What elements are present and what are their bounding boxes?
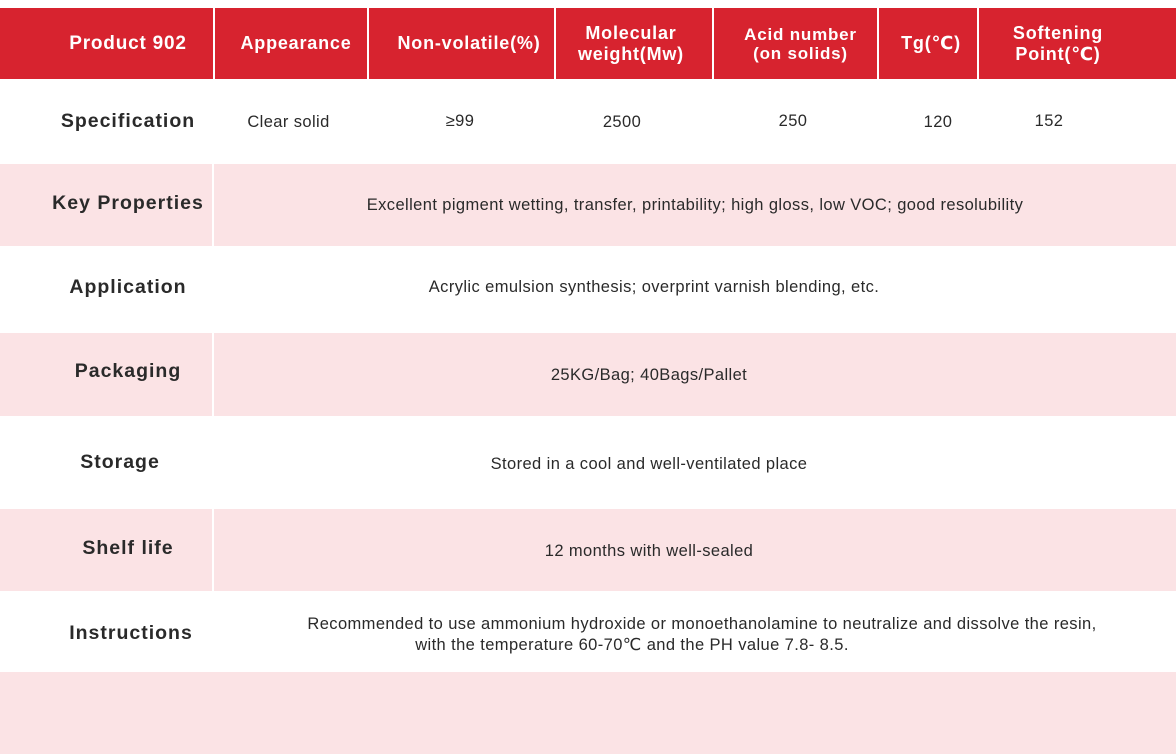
spec-appearance-value: Clear solid [247,113,330,131]
storage-label: Storage [80,451,160,473]
storage-text: Stored in a cool and well-ventilated place [490,455,808,473]
spec-non-volatile-value: ≥99 [445,112,475,130]
packaging-row [0,333,1176,416]
header-molecular-line2: weight(Mw) [578,43,684,64]
header-acid-line1: Acid number [744,24,857,44]
header-cell-acid-number [714,8,877,79]
instructions-text-line2: with the temperature 60-70℃ and the PH value 7.8- 8.5. [415,636,849,654]
spec-molecular-weight-value: 2500 [602,113,642,131]
shelf-life-row [0,509,1176,591]
header-non-volatile-label: Non-volatile(%) [397,33,541,53]
header-product-label: Product 902 [69,33,187,54]
packaging-text: 25KG/Bag; 40Bags/Pallet [550,366,748,384]
application-text: Acrylic emulsion synthesis; overprint varnish blending, etc. [428,278,880,296]
shelf-life-text: 12 months with well-sealed [544,542,754,560]
header-softening-line1: Softening [1012,22,1104,43]
header-cell-non-volatile [369,8,554,79]
key-properties-label: Key Properties [52,192,204,214]
spec-tg-value: 120 [923,113,953,131]
key-properties-row [0,164,1176,246]
specification-label: Specification [60,110,196,132]
instructions-label: Instructions [69,622,193,644]
header-molecular-line1: Molecular [585,22,677,43]
application-label: Application [69,276,187,298]
header-cell-appearance [215,8,367,79]
storage-row [0,416,1176,509]
specification-row [0,79,1176,164]
application-row [0,246,1176,333]
header-tg-label: Tg(℃) [901,33,961,53]
header-appearance-label: Appearance [240,33,352,53]
header-acid-line2: (on solids) [753,43,848,63]
header-cell-softening-point [979,8,1176,79]
header-cell-product [0,8,213,79]
empty-band [0,672,1176,754]
packaging-label: Packaging [74,360,182,382]
instructions-row [0,591,1176,672]
spec-softening-value: 152 [1034,112,1064,130]
shelf-life-label: Shelf life [82,537,174,559]
key-properties-text: Excellent pigment wetting, transfer, printability; high gloss, low VOC; good resolubility [366,196,1024,214]
spec-acid-number-value: 250 [778,112,808,130]
header-cell-molecular-weight [556,8,712,79]
header-softening-line2: Point(℃) [1015,43,1101,64]
header-cell-tg [879,8,977,79]
instructions-text-line1: Recommended to use ammonium hydroxide or monoethanolamine to neutralize and dissolve the resin, [307,615,1097,633]
